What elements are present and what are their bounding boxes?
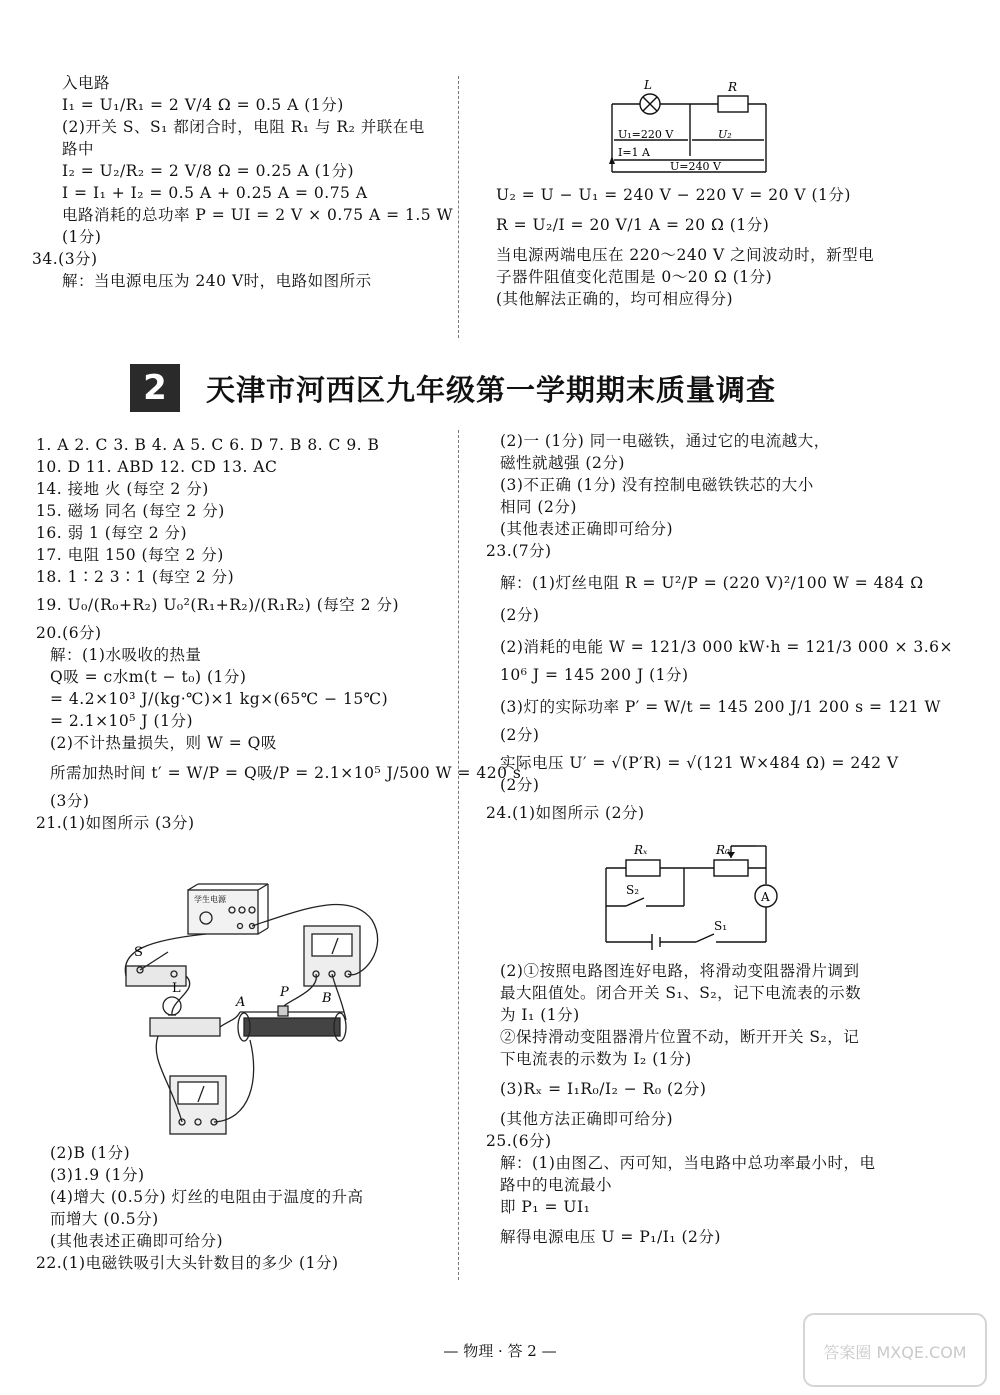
rx-label: Rₓ [634,843,648,857]
column-divider [458,76,459,338]
answer-line: = 2.1×10⁵ J (1分) [50,712,194,730]
series-circuit-diagram [600,76,780,181]
answer-line: 22.(1)电磁铁吸引大头针数目的多少 (1分) [36,1254,339,1272]
lamp-label: L [172,981,181,996]
answer-line: 16. 弱 1 (每空 2 分) [36,524,188,542]
answer-line: (其他表述正确即可给分) [500,520,674,538]
text-line: R = U₂/I = 20 V/1 A = 20 Ω (1分) [496,216,770,234]
text-line: 路中 [62,140,95,158]
answer-line: 15. 磁场 同名 (每空 2 分) [36,502,225,520]
answer-line: 解：(1)水吸收的热量 [50,646,202,664]
answer-line: (4)增大 (0.5分) 灯丝的电阻由于温度的升高 [50,1188,364,1206]
text-line: 子器件阻值变化范围是 0～20 Ω (1分) [496,268,773,286]
answer-line: (3)不正确 (1分) 没有控制电磁铁铁芯的大小 [500,476,814,494]
q24-circuit-diagram [596,838,786,950]
page-footer: — 物理 · 答 2 — [443,1342,557,1360]
bottom-left-answers-2 [36,1142,456,1274]
answer-line: (3分) [50,792,90,810]
u2-label: U₂ [718,128,732,141]
r0-label: R₀ [716,843,730,857]
answer-line: 实际电压 U′ = √(P′R) = √(121 W×484 Ω) = 242 V [500,754,899,772]
text-line: 34.(3分) [32,250,98,268]
answer-line: 解：(1)灯丝电阻 R = U²/P = (220 V)²/100 W = 484 Ω [500,574,924,592]
answer-line: 解：(1)由图乙、丙可知，当电路中总功率最小时，电 [500,1154,876,1172]
answer-line: (2)不计热量损失，则 W = Q吸 [50,734,277,752]
answer-line: 10. D 11. ABD 12. CD 13. AC [36,458,278,476]
answer-line: 14. 接地 火 (每空 2 分) [36,480,209,498]
text-line: I = I₁ + I₂ = 0.5 A + 0.25 A = 0.75 A [62,184,368,202]
terminal-a-label: A [236,995,246,1010]
text-line: U₂ = U − U₁ = 240 V − 220 V = 20 V (1分) [496,186,851,204]
text-line: I₁ = U₁/R₁ = 2 V/4 Ω = 0.5 A (1分) [62,96,344,114]
answer-line: (2)B (1分) [50,1144,131,1162]
answer-line: (3)灯的实际功率 P′ = W/t = 145 200 J/1 200 s = 121 W [500,698,941,716]
answer-line: (2分) [500,776,540,794]
lamp-label: L [644,78,652,92]
answer-line: (2)一 (1分) 同一电磁铁，通过它的电流越大， [500,432,830,450]
text-line: (2)开关 S、S₁ 都闭合时，电阻 R₁ 与 R₂ 并联在电 [62,118,425,136]
text-line: I₂ = U₂/R₂ = 2 V/8 Ω = 0.25 A (1分) [62,162,355,180]
answer-line: 磁性就越强 (2分) [500,454,625,472]
answer-line: 路中的电流最小 [500,1176,613,1194]
column-divider [458,430,459,1280]
section-title: 天津市河西区九年级第一学期期末质量调查 [206,373,777,407]
bottom-right-answers-2 [486,960,966,1248]
top-left-solution [32,72,454,292]
section-number: 2 [130,364,180,412]
answer-line: ②保持滑动变阻器滑片位置不动，断开开关 S₂，记 [500,1028,860,1046]
text-line: 解：当电源电压为 240 V时，电路如图所示 [62,272,372,290]
answer-line: 所需加热时间 t′ = W/P = Q吸/P = 2.1×10⁵ J/500 W = 420 s [50,764,522,782]
s2-label: S₂ [626,883,640,897]
answer-line: 相同 (2分) [500,498,577,516]
answer-line: 24.(1)如图所示 (2分) [486,804,645,822]
answer-line: 1. A 2. C 3. B 4. A 5. C 6. D 7. B 8. C 9. B [36,436,380,454]
answer-line: 为 I₁ (1分) [500,1006,580,1024]
answer-line: 25.(6分) [486,1132,552,1150]
bottom-right-answers [486,430,966,824]
supply-label: 学生电源 [194,895,226,904]
answer-line: = 4.2×10³ J/(kg·℃)×1 kg×(65℃ − 15℃) [50,690,389,708]
answer-line: 10⁶ J = 145 200 J (1分) [500,666,689,684]
top-right-solution [496,184,956,310]
answer-line: 21.(1)如图所示 (3分) [36,814,195,832]
answer-line: (3)1.9 (1分) [50,1166,145,1184]
answer-line: 19. U₀/(R₀+R₂) U₀²(R₁+R₂)/(R₁R₂) (每空 2 分) [36,596,400,614]
answer-line: 23.(7分) [486,542,552,560]
watermark-text: 答案圈 MXQE.COM [823,1343,967,1362]
text-line: (其他解法正确的，均可相应得分) [496,290,734,308]
text-line: 当电源两端电压在 220～240 V 之间波动时，新型电 [496,246,875,264]
voltage-label: U=240 V [670,160,721,173]
answer-line: 18. 1∶2 3∶1 (每空 2 分) [36,568,235,586]
text-line: 入电路 [62,74,111,92]
answer-line: (其他表述正确即可给分) [50,1232,224,1250]
s1-label: S₁ [714,919,728,933]
answer-line: 17. 电阻 150 (每空 2 分) [36,546,224,564]
answer-line: 解得电源电压 U = P₁/I₁ (2分) [500,1228,721,1246]
apparatus-drawing [110,880,410,1140]
text-line: 电路消耗的总功率 P = UI = 2 V × 0.75 A = 1.5 W [62,206,454,224]
answer-line: 最大阻值处。闭合开关 S₁、S₂，记下电流表的示数 [500,984,862,1002]
switch-label: S [134,945,143,960]
answer-line: (2分) [500,606,540,624]
current-label: I=1 A [618,146,651,159]
answer-line: 20.(6分) [36,624,102,642]
answer-line: (3)Rₓ = I₁R₀/I₂ − R₀ (2分) [500,1080,707,1098]
answer-line: (2)①按照电路图连好电路，将滑动变阻器滑片调到 [500,962,860,980]
section-banner [130,364,790,412]
answer-line: (2分) [500,726,540,744]
text-line: (1分) [62,228,102,246]
answer-line: 而增大 (0.5分) [50,1210,159,1228]
answer-line: 即 P₁ = UI₁ [500,1198,591,1216]
answer-line: Q吸 = c水m(t − t₀) (1分) [50,668,247,686]
u1-label: U₁=220 V [618,128,674,141]
slider-p-label: P [280,985,289,1000]
resistor-label: R [728,80,738,94]
watermark-logo [800,1310,990,1390]
answer-line: 下电流表的示数为 I₂ (1分) [500,1050,692,1068]
answer-line: (其他方法正确即可给分) [500,1110,674,1128]
ammeter-label: A [761,890,770,904]
answer-line: (2)消耗的电能 W = 121/3 000 kW·h = 121/3 000 × 3.6× [500,638,953,656]
terminal-b-label: B [322,991,332,1006]
